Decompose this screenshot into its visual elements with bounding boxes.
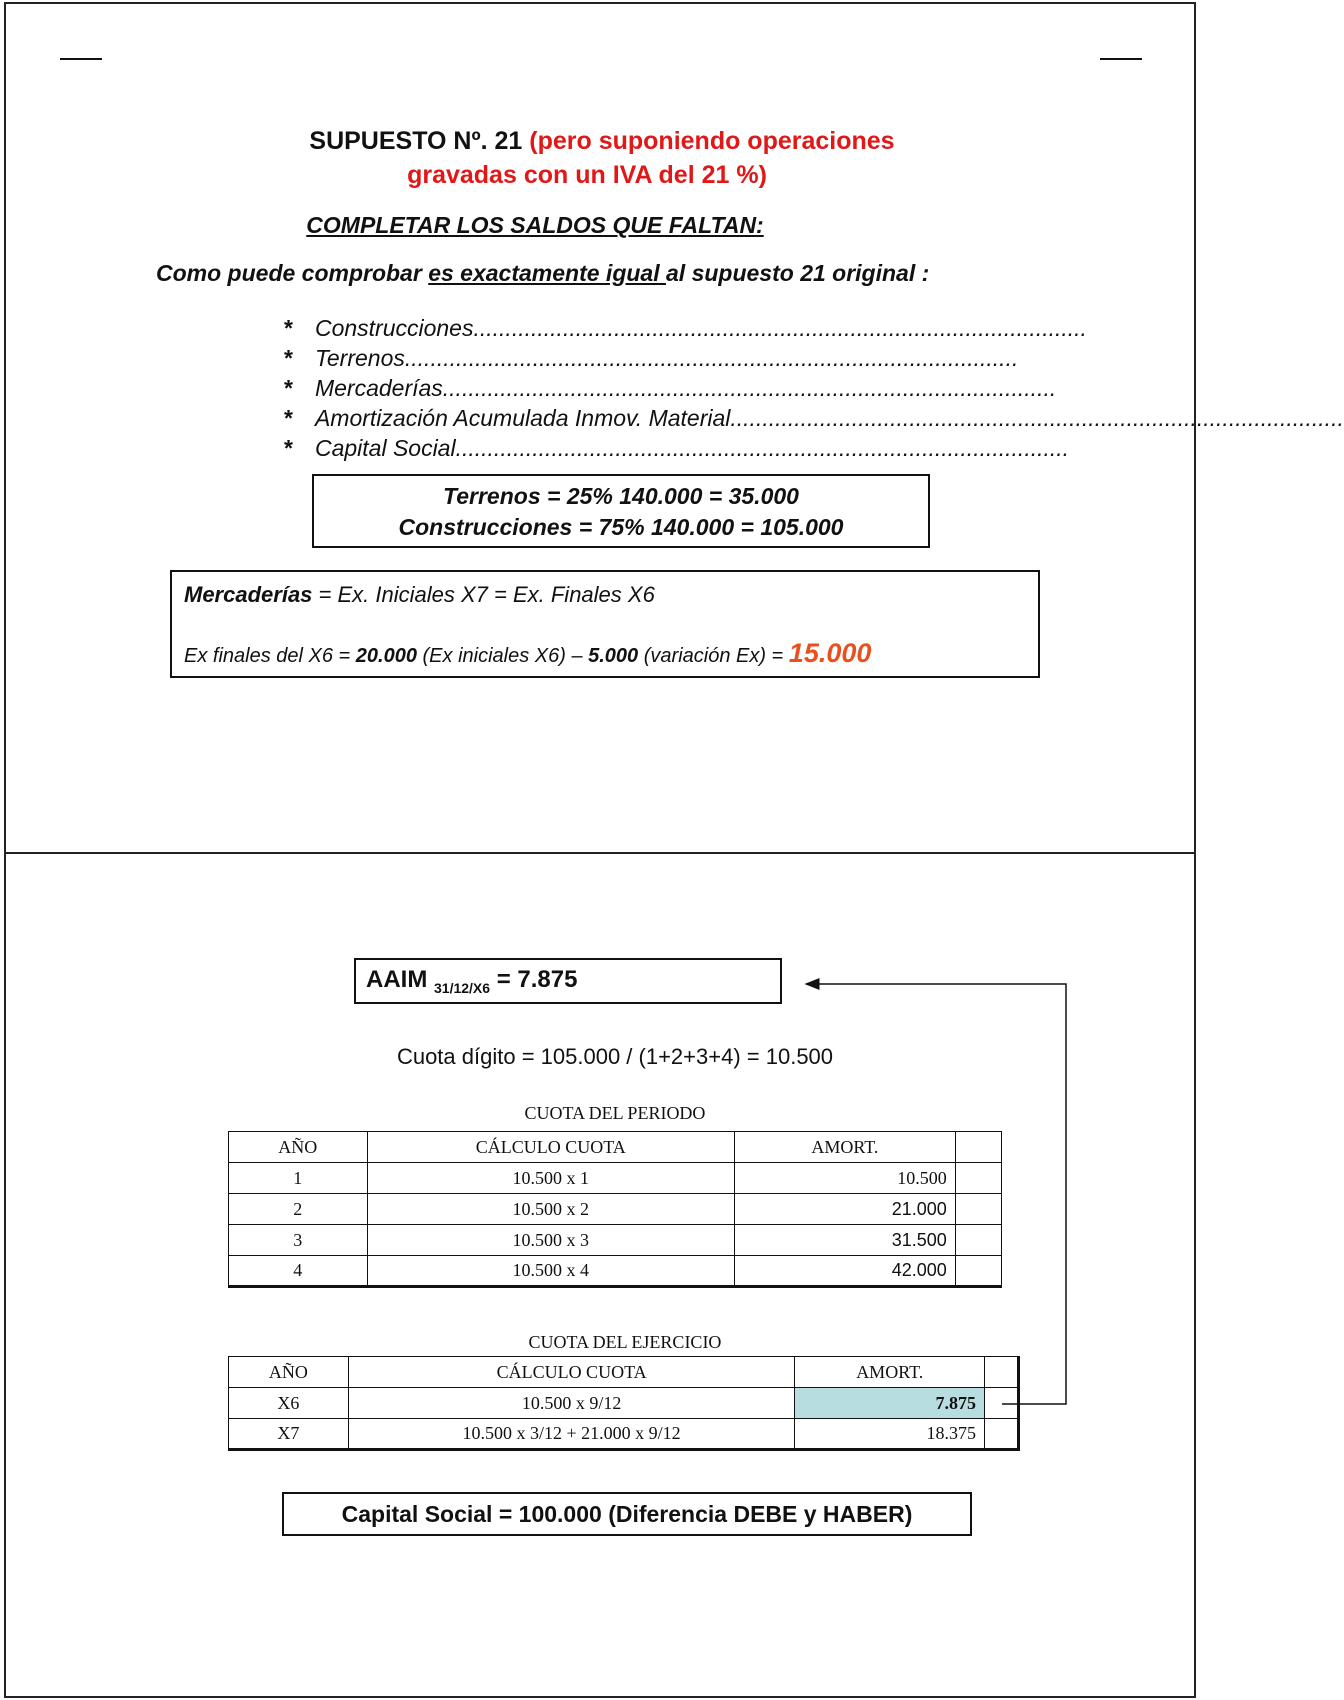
mercaderias-label: Mercaderías bbox=[184, 582, 313, 607]
header-empty bbox=[955, 1132, 1001, 1163]
title-red-1: (pero suponiendo operaciones bbox=[529, 127, 895, 155]
mercaderias-formula: = Ex. Iniciales X7 = Ex. Finales X6 bbox=[312, 582, 655, 607]
cell-calculo: 10.500 x 4 bbox=[367, 1256, 734, 1287]
cell-anio: X7 bbox=[229, 1419, 349, 1450]
list-item bbox=[284, 313, 1087, 343]
existencias-line bbox=[184, 638, 871, 669]
leader-dots: ................................................................................................ bbox=[473, 315, 1087, 341]
cell-amort: 10.500 bbox=[734, 1163, 955, 1194]
list-item bbox=[284, 403, 1344, 433]
table-row bbox=[229, 1388, 1019, 1419]
aaim-date: 31/12/X6 bbox=[434, 979, 491, 996]
bullet: * bbox=[284, 315, 293, 341]
bullet: * bbox=[284, 405, 293, 431]
ex-part-e: (variación Ex) = bbox=[638, 645, 789, 667]
intro-part-c: al supuesto 21 original : bbox=[666, 260, 930, 286]
intro-line bbox=[156, 260, 1056, 287]
cell-empty bbox=[955, 1194, 1001, 1225]
list-item bbox=[284, 343, 1019, 373]
aaim-box bbox=[354, 958, 782, 1004]
leader-dots: ................................................................................................ bbox=[730, 405, 1344, 431]
table-row bbox=[229, 1194, 1002, 1225]
cell-anio: 3 bbox=[229, 1225, 368, 1256]
terrenos-line: Terrenos = 25% 140.000 = 35.000 bbox=[443, 483, 799, 509]
aaim-label: AAIM bbox=[366, 966, 434, 993]
header-anio: AÑO bbox=[229, 1357, 349, 1388]
cell-empty bbox=[955, 1163, 1001, 1194]
slide-title bbox=[6, 124, 1198, 192]
ex-value-variacion: 5.000 bbox=[588, 645, 639, 667]
cell-calculo: 10.500 x 3/12 + 21.000 x 9/12 bbox=[348, 1419, 795, 1450]
table-header-row bbox=[229, 1357, 1019, 1388]
cell-calculo: 10.500 x 1 bbox=[367, 1163, 734, 1194]
bullet: * bbox=[284, 375, 293, 401]
ex-value-finales: 20.000 bbox=[355, 645, 417, 667]
cell-amort: 31.500 bbox=[734, 1225, 955, 1256]
cell-anio: 4 bbox=[229, 1256, 368, 1287]
pending-balances-list bbox=[284, 313, 1344, 463]
table-header-row bbox=[229, 1132, 1002, 1163]
table-1-caption: CUOTA DEL PERIODO bbox=[524, 1103, 706, 1123]
subtitle: COMPLETAR LOS SALDOS QUE FALTAN: bbox=[306, 212, 764, 238]
list-item-label: Capital Social bbox=[314, 435, 456, 461]
mercaderias-box bbox=[170, 570, 1040, 678]
table-2-caption: CUOTA DEL EJERCICIO bbox=[528, 1332, 722, 1352]
header-calculo: CÁLCULO CUOTA bbox=[348, 1357, 795, 1388]
cell-calculo: 10.500 x 3 bbox=[367, 1225, 734, 1256]
cuota-ejercicio-table bbox=[228, 1356, 1020, 1451]
cell-empty bbox=[955, 1256, 1001, 1287]
leader-dots: ................................................................................................ bbox=[455, 435, 1070, 461]
list-item-label: Terrenos bbox=[314, 345, 405, 371]
table-row bbox=[229, 1256, 1002, 1287]
capital-social-box: Capital Social = 100.000 (Diferencia DEBE y HABER) bbox=[282, 1492, 972, 1536]
cell-calculo: 10.500 x 2 bbox=[367, 1194, 734, 1225]
title-black: SUPUESTO Nº. 21 bbox=[309, 127, 523, 155]
cell-anio: X6 bbox=[229, 1388, 349, 1419]
list-item bbox=[284, 373, 1057, 403]
ex-part-a: Ex finales del X6 = bbox=[184, 645, 356, 667]
intro-part-b: es exactamente igual bbox=[428, 260, 666, 286]
table-row bbox=[229, 1225, 1002, 1256]
header-amort: AMORT. bbox=[795, 1357, 985, 1388]
list-item-label: Amortización Acumulada Inmov. Material bbox=[314, 405, 731, 431]
cell-amort: 21.000 bbox=[734, 1194, 955, 1225]
table-row bbox=[229, 1419, 1019, 1450]
cell-empty bbox=[985, 1419, 1019, 1450]
cuota-periodo-table bbox=[228, 1131, 1002, 1288]
bullet: * bbox=[284, 435, 293, 461]
list-item-label: Mercaderías bbox=[314, 375, 443, 401]
cell-anio: 2 bbox=[229, 1194, 368, 1225]
cuota-digito: Cuota dígito = 105.000 / (1+2+3+4) = 10.500 bbox=[396, 1044, 834, 1069]
cell-amort-highlighted: 7.875 bbox=[795, 1388, 985, 1419]
cell-empty bbox=[985, 1388, 1019, 1419]
list-item-label: Construcciones bbox=[314, 315, 474, 341]
slide-1 bbox=[4, 2, 1344, 854]
ex-result: 15.000 bbox=[788, 638, 872, 668]
cell-calculo: 10.500 x 9/12 bbox=[348, 1388, 795, 1419]
corner-dash-left bbox=[60, 58, 102, 60]
aaim-value: = 7.875 bbox=[490, 966, 578, 993]
header-anio: AÑO bbox=[229, 1132, 368, 1163]
header-empty bbox=[985, 1357, 1019, 1388]
construcciones-line: Construcciones = 75% 140.000 = 105.000 bbox=[398, 514, 844, 540]
mercaderias-line bbox=[184, 582, 655, 608]
bullet: * bbox=[284, 345, 293, 371]
title-red-2: gravadas con un IVA del 21 %) bbox=[407, 161, 767, 189]
corner-dash-right bbox=[1100, 58, 1142, 60]
cell-empty bbox=[955, 1225, 1001, 1256]
terrenos-construcciones-box bbox=[312, 474, 930, 548]
leader-dots: ................................................................................................ bbox=[442, 375, 1057, 401]
list-item bbox=[284, 433, 1070, 463]
cell-amort: 42.000 bbox=[734, 1256, 955, 1287]
intro-part-a: Como puede comprobar bbox=[156, 260, 429, 286]
table-row bbox=[229, 1163, 1002, 1194]
header-calculo: CÁLCULO CUOTA bbox=[367, 1132, 734, 1163]
cell-amort: 18.375 bbox=[795, 1419, 985, 1450]
cell-anio: 1 bbox=[229, 1163, 368, 1194]
ex-part-c: (Ex iniciales X6) – bbox=[416, 645, 589, 667]
header-amort: AMORT. bbox=[734, 1132, 955, 1163]
leader-dots: ................................................................................................ bbox=[404, 345, 1019, 371]
